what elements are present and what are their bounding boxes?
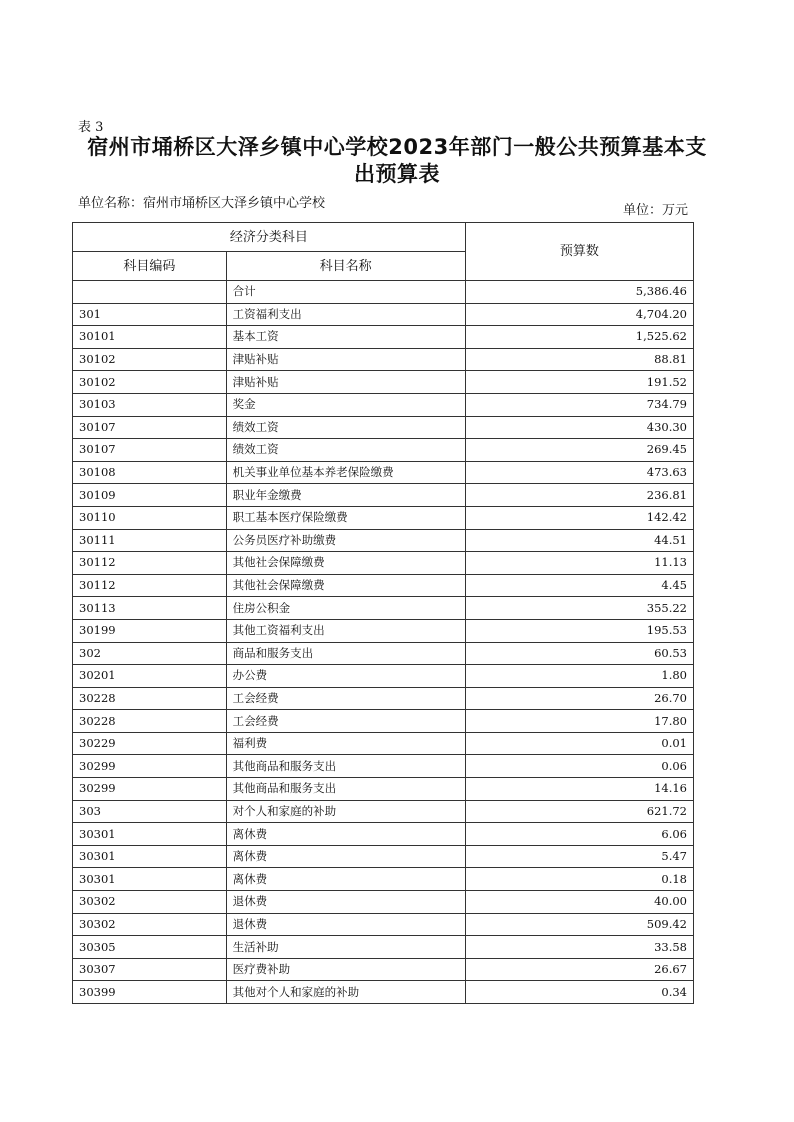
table-row: [73, 552, 694, 575]
table-row: [73, 778, 694, 801]
amount-cell: 195.53: [465, 619, 693, 642]
table-row: [73, 868, 694, 891]
amount-cell: 621.72: [465, 800, 693, 823]
name-cell: 职业年金缴费: [226, 484, 465, 507]
amount-cell: 355.22: [465, 597, 693, 620]
code-cell: 30228: [73, 687, 227, 710]
code-cell: 30110: [73, 506, 227, 529]
table-row: [73, 371, 694, 394]
code-cell: 30302: [73, 891, 227, 914]
table-row: [73, 439, 694, 462]
table-row: [73, 981, 694, 1004]
table-number: 表 3: [78, 120, 104, 135]
amount-cell: 142.42: [465, 506, 693, 529]
name-cell: 退休费: [226, 913, 465, 936]
amount-cell: 6.06: [465, 823, 693, 846]
table-row: [73, 529, 694, 552]
table-row: [73, 800, 694, 823]
name-cell: 其他社会保障缴费: [226, 574, 465, 597]
table-row: [73, 755, 694, 778]
code-cell: 30199: [73, 619, 227, 642]
amount-cell: 4.45: [465, 574, 693, 597]
name-cell: 办公费: [226, 665, 465, 688]
code-cell: 30299: [73, 755, 227, 778]
table-row: [73, 665, 694, 688]
group-header: 经济分类科目: [73, 223, 466, 252]
name-cell: 绩效工资: [226, 439, 465, 462]
title-line-2: 出预算表: [354, 162, 440, 186]
code-cell: 30102: [73, 348, 227, 371]
table-row: [73, 710, 694, 733]
name-cell: 生活补助: [226, 936, 465, 959]
table-row: [73, 326, 694, 349]
name-cell: 其他商品和服务支出: [226, 755, 465, 778]
table-row: [73, 393, 694, 416]
table-row: [73, 281, 694, 304]
code-cell: 30103: [73, 393, 227, 416]
table-header: [73, 223, 694, 281]
code-cell: 30301: [73, 868, 227, 891]
name-cell: 离休费: [226, 845, 465, 868]
code-cell: 30307: [73, 958, 227, 981]
table-row: [73, 461, 694, 484]
code-cell: 30305: [73, 936, 227, 959]
table-row: [73, 348, 694, 371]
code-cell: 302: [73, 642, 227, 665]
table-row: [73, 823, 694, 846]
table-body: [73, 281, 694, 1004]
amount-cell: 88.81: [465, 348, 693, 371]
code-cell: 30201: [73, 665, 227, 688]
table-row: [73, 506, 694, 529]
amount-cell: 44.51: [465, 529, 693, 552]
table-row: [73, 597, 694, 620]
amount-cell: 5.47: [465, 845, 693, 868]
code-cell: 301: [73, 303, 227, 326]
code-cell: 30302: [73, 913, 227, 936]
name-cell: 奖金: [226, 393, 465, 416]
code-cell: 30111: [73, 529, 227, 552]
name-cell: 其他商品和服务支出: [226, 778, 465, 801]
amount-cell: 60.53: [465, 642, 693, 665]
amount-cell: 26.67: [465, 958, 693, 981]
name-cell: 公务员医疗补助缴费: [226, 529, 465, 552]
amount-cell: 269.45: [465, 439, 693, 462]
table-row: [73, 619, 694, 642]
name-cell: 退休费: [226, 891, 465, 914]
name-cell: 其他对个人和家庭的补助: [226, 981, 465, 1004]
code-cell: 30399: [73, 981, 227, 1004]
name-cell: 合计: [226, 281, 465, 304]
table-row: [73, 958, 694, 981]
amount-cell: 4,704.20: [465, 303, 693, 326]
amount-cell: 0.18: [465, 868, 693, 891]
table-row: [73, 303, 694, 326]
table-row: [73, 574, 694, 597]
unit-name: 单位名称：宿州市埇桥区大泽乡镇中心学校: [78, 196, 326, 211]
name-cell: 住房公积金: [226, 597, 465, 620]
name-cell: 医疗费补助: [226, 958, 465, 981]
name-cell: 离休费: [226, 868, 465, 891]
table-row: [73, 484, 694, 507]
code-cell: 30299: [73, 778, 227, 801]
amount-cell: 734.79: [465, 393, 693, 416]
title-line-1: 宿州市埇桥区大泽乡镇中心学校2023年部门一般公共预算基本支: [87, 135, 707, 159]
page-title: [60, 134, 734, 188]
name-cell: 职工基本医疗保险缴费: [226, 506, 465, 529]
code-cell: 30107: [73, 439, 227, 462]
name-header: 科目名称: [226, 252, 465, 281]
amount-header: 预算数: [465, 223, 693, 281]
name-cell: 其他社会保障缴费: [226, 552, 465, 575]
name-cell: 离休费: [226, 823, 465, 846]
amount-cell: 0.01: [465, 732, 693, 755]
amount-cell: 0.06: [465, 755, 693, 778]
amount-cell: 236.81: [465, 484, 693, 507]
amount-cell: 191.52: [465, 371, 693, 394]
table-row: [73, 416, 694, 439]
table-row: [73, 936, 694, 959]
amount-cell: 0.34: [465, 981, 693, 1004]
code-cell: [73, 281, 227, 304]
code-cell: 30112: [73, 552, 227, 575]
code-cell: 30229: [73, 732, 227, 755]
amount-cell: 1,525.62: [465, 326, 693, 349]
code-cell: 30107: [73, 416, 227, 439]
code-cell: 30112: [73, 574, 227, 597]
amount-cell: 14.16: [465, 778, 693, 801]
amount-cell: 1.80: [465, 665, 693, 688]
code-cell: 30113: [73, 597, 227, 620]
name-cell: 工会经费: [226, 710, 465, 733]
amount-cell: 17.80: [465, 710, 693, 733]
name-cell: 福利费: [226, 732, 465, 755]
name-cell: 绩效工资: [226, 416, 465, 439]
name-cell: 基本工资: [226, 326, 465, 349]
table-row: [73, 642, 694, 665]
amount-cell: 11.13: [465, 552, 693, 575]
table-row: [73, 913, 694, 936]
code-cell: 30101: [73, 326, 227, 349]
table-row: [73, 732, 694, 755]
code-cell: 30301: [73, 823, 227, 846]
code-cell: 30301: [73, 845, 227, 868]
budget-table: [72, 222, 694, 1004]
name-cell: 机关事业单位基本养老保险缴费: [226, 461, 465, 484]
table-row: [73, 687, 694, 710]
currency-unit: 单位：万元: [622, 203, 688, 218]
amount-cell: 33.58: [465, 936, 693, 959]
amount-cell: 473.63: [465, 461, 693, 484]
name-cell: 对个人和家庭的补助: [226, 800, 465, 823]
code-cell: 30102: [73, 371, 227, 394]
code-cell: 30109: [73, 484, 227, 507]
name-cell: 工会经费: [226, 687, 465, 710]
amount-cell: 509.42: [465, 913, 693, 936]
amount-cell: 5,386.46: [465, 281, 693, 304]
amount-cell: 430.30: [465, 416, 693, 439]
code-cell: 30108: [73, 461, 227, 484]
table-row: [73, 891, 694, 914]
name-cell: 津贴补贴: [226, 348, 465, 371]
table-row: [73, 845, 694, 868]
name-cell: 津贴补贴: [226, 371, 465, 394]
amount-cell: 40.00: [465, 891, 693, 914]
code-cell: 30228: [73, 710, 227, 733]
name-cell: 工资福利支出: [226, 303, 465, 326]
code-cell: 303: [73, 800, 227, 823]
name-cell: 其他工资福利支出: [226, 619, 465, 642]
amount-cell: 26.70: [465, 687, 693, 710]
name-cell: 商品和服务支出: [226, 642, 465, 665]
code-header: 科目编码: [73, 252, 227, 281]
